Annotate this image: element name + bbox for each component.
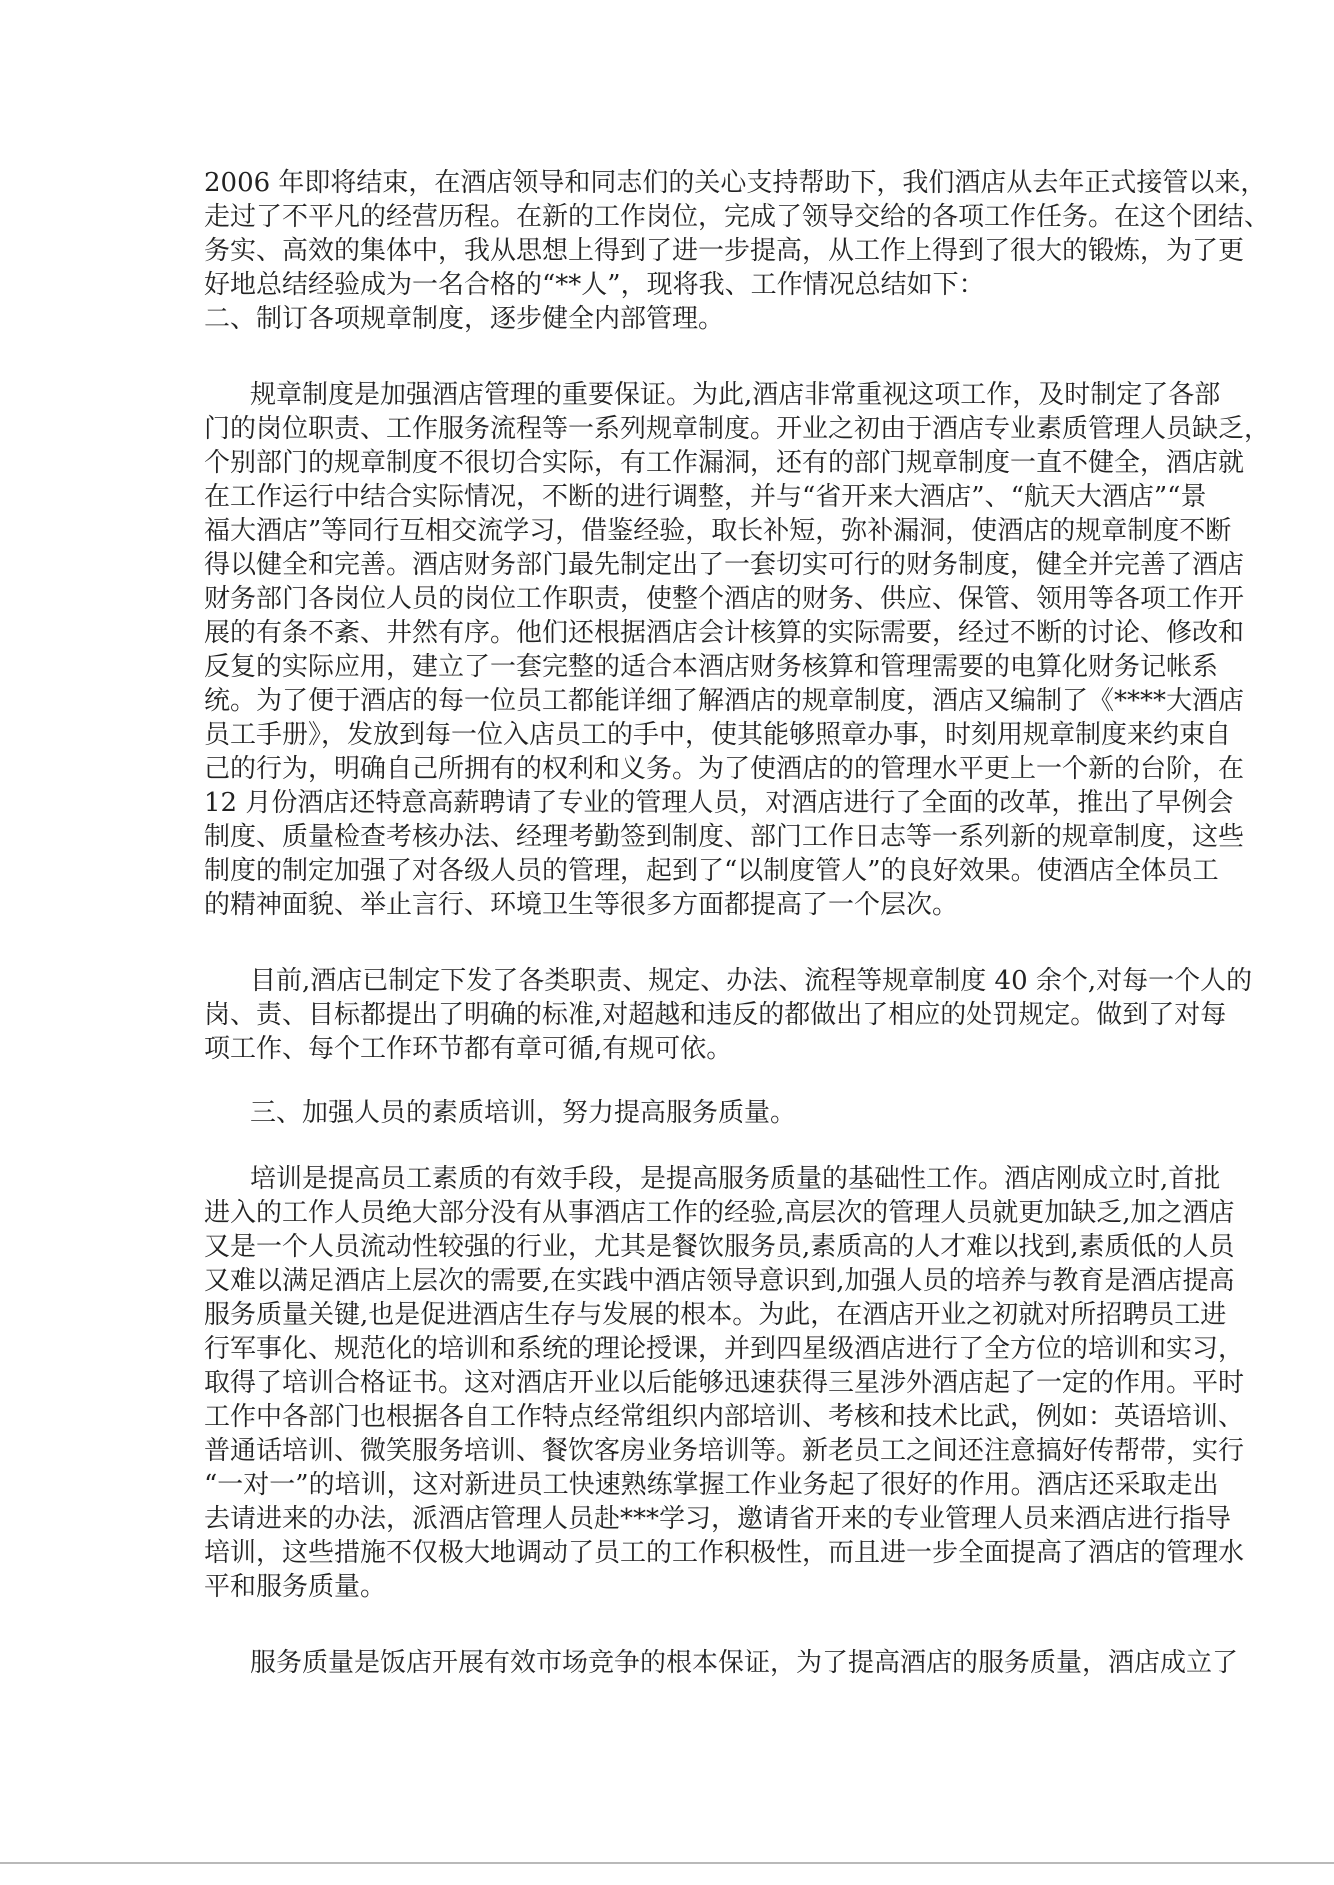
paragraph-line: 财务部门各岗位人员的岗位工作职责，使整个酒店的财务、供应、保管、领用等各项工作开 (204, 584, 1245, 614)
paragraph-line: 平和服务质量。 (204, 1572, 387, 1602)
paragraph-line: 又难以满足酒店上层次的需要,在实践中酒店领导意识到,加强人员的培养与教育是酒店提高 (204, 1266, 1235, 1296)
paragraph-line: 走过了不平凡的经营历程。在新的工作岗位，完成了领导交给的各项工作任务。在这个团结、 (204, 202, 1271, 232)
paragraph-line: 己的行为，明确自己所拥有的权利和义务。为了使酒店的的管理水平更上一个新的台阶，在 (204, 754, 1245, 784)
paragraph-line: 12 月份酒店还特意高薪聘请了专业的管理人员，对酒店进行了全面的改革，推出了早例会 (204, 788, 1234, 818)
paragraph-line: 的精神面貌、举止言行、环境卫生等很多方面都提高了一个层次。 (204, 890, 959, 920)
paragraph-line: 又是一个人员流动性较强的行业，尤其是餐饮服务员,素质高的人才难以找到,素质低的人员 (204, 1232, 1235, 1262)
paragraph-line: 统。为了便于酒店的每一位员工都能详细了解酒店的规章制度，酒店又编制了《****大酒店 (204, 686, 1245, 716)
paragraph-line: 项工作、每个工作环节都有章可循,有规可依。 (204, 1034, 733, 1064)
paragraph-line: 工作中各部门也根据各自工作特点经常组织内部培训、考核和技术比武，例如：英语培训、 (204, 1402, 1245, 1432)
paragraph-line: 培训，这些措施不仅极大地调动了员工的工作积极性，而且进一步全面提高了酒店的管理水 (204, 1538, 1245, 1568)
paragraph-line: 服务质量是饭店开展有效市场竞争的根本保证，为了提高酒店的服务质量，酒店成立了 (250, 1648, 1239, 1678)
paragraph-line: 福大酒店”等同行互相交流学习，借鉴经验，取长补短，弥补漏洞，使酒店的规章制度不断 (204, 516, 1232, 546)
paragraph-line: 好地总结经验成为一名合格的“**人”，现将我、工作情况总结如下： (204, 270, 985, 300)
paragraph-line: 在工作运行中结合实际情况，不断的进行调整，并与“省开来大酒店”、“航天大酒店”“景 (204, 482, 1207, 512)
paragraph-line: 反复的实际应用，建立了一套完整的适合本酒店财务核算和管理需要的电算化财务记帐系 (204, 652, 1219, 682)
paragraph-line: 去请进来的办法，派酒店管理人员赴***学习，邀请省开来的专业管理人员来酒店进行指导 (204, 1504, 1232, 1534)
page-bottom-divider (0, 1862, 1334, 1864)
paragraph-line: 员工手册》，发放到每一位入店员工的手中，使其能够照章办事，时刻用规章制度来约束自 (204, 720, 1232, 750)
paragraph-line: 规章制度是加强酒店管理的重要保证。为此,酒店非常重视这项工作，及时制定了各部 (250, 380, 1221, 410)
paragraph-line: 务实、高效的集体中，我从思想上得到了进一步提高，从工作上得到了很大的锻炼，为了更 (204, 236, 1245, 266)
paragraph-line: 服务质量关键,也是促进酒店生存与发展的根本。为此，在酒店开业之初就对所招聘员工进 (204, 1300, 1227, 1330)
paragraph-line: 普通话培训、微笑服务培训、餐饮客房业务培训等。新老员工之间还注意搞好传帮带，实行 (204, 1436, 1245, 1466)
section-heading-2: 二、制订各项规章制度，逐步健全内部管理。 (204, 304, 725, 334)
paragraph-line: 展的有条不紊、井然有序。他们还根据酒店会计核算的实际需要，经过不断的讨论、修改和 (204, 618, 1245, 648)
paragraph-line: 制度的制定加强了对各级人员的管理，起到了“以制度管人”的良好效果。使酒店全体员工 (204, 856, 1219, 886)
paragraph-line: 岗、责、目标都提出了明确的标准,对超越和违反的都做出了相应的处罚规定。做到了对每 (204, 1000, 1227, 1030)
paragraph-line: 2006 年即将结束，在酒店领导和同志们的关心支持帮助下，我们酒店从去年正式接管以来， (204, 168, 1267, 198)
paragraph-line: 制度、质量检查考核办法、经理考勤签到制度、部门工作日志等一系列新的规章制度，这些 (204, 822, 1245, 852)
paragraph-line: 进入的工作人员绝大部分没有从事酒店工作的经验,高层次的管理人员就更加缺乏,加之酒店 (204, 1198, 1235, 1228)
paragraph-line: 目前,酒店已制定下发了各类职责、规定、办法、流程等规章制度 40 余个,对每一个人的 (250, 966, 1253, 996)
paragraph-line: 得以健全和完善。酒店财务部门最先制定出了一套切实可行的财务制度，健全并完善了酒店 (204, 550, 1245, 580)
section-heading-3: 三、加强人员的素质培训，努力提高服务质量。 (250, 1098, 797, 1128)
paragraph-line: 门的岗位职责、工作服务流程等一系列规章制度。开业之初由于酒店专业素质管理人员缺乏， (204, 414, 1271, 444)
paragraph-line: 个别部门的规章制度不很切合实际，有工作漏洞，还有的部门规章制度一直不健全，酒店就 (204, 448, 1245, 478)
paragraph-line: 行军事化、规范化的培训和系统的理论授课，并到四星级酒店进行了全方位的培训和实习， (204, 1334, 1245, 1364)
paragraph-line: 培训是提高员工素质的有效手段，是提高服务质量的基础性工作。酒店刚成立时,首批 (250, 1164, 1221, 1194)
paragraph-line: 取得了培训合格证书。这对酒店开业以后能够迅速获得三星涉外酒店起了一定的作用。平时 (204, 1368, 1245, 1398)
paragraph-line: “一对一”的培训，这对新进员工快速熟练掌握工作业务起了很好的作用。酒店还采取走出 (204, 1470, 1219, 1500)
